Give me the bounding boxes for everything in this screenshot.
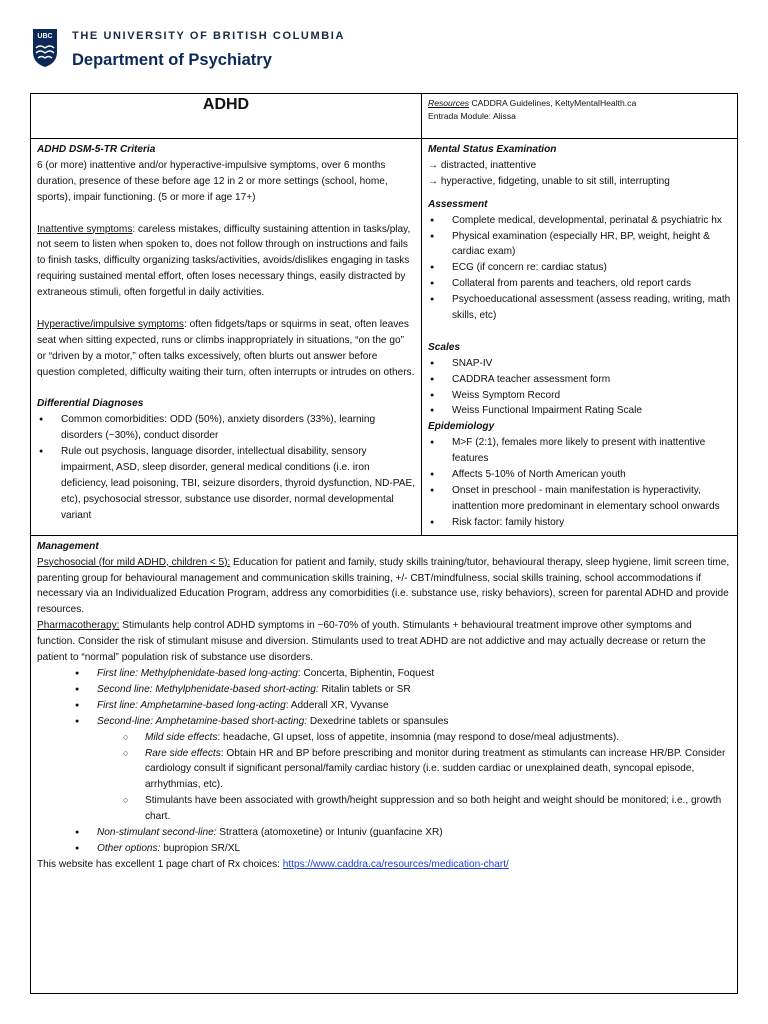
management-cell: [31, 535, 738, 993]
ubc-crest-icon: [32, 28, 58, 68]
resources-cell: [422, 94, 738, 139]
list-item: ● Affects 5-10% of North American youth: [428, 467, 731, 483]
list-item: ● Risk factor: family history: [428, 515, 731, 531]
medication-chart-link[interactable]: https://www.caddra.ca/resources/medication-chart/: [282, 858, 509, 870]
medication-line-text: : Concerta, Biphentin, Foquest: [297, 667, 435, 679]
medication-line-label: First line: Methylphenidate-based long-acting: [97, 667, 298, 679]
page-header: [32, 26, 432, 76]
list-item: ● Rule out psychosis, language disorder, intellectual disability, sensory impairment, ASD, sleep disorder, general medical conditions (i.e. iron deficiency, lead poisoning, TBI, seizure disorders, thyroid dysfunction, ND-PAE, etc), psychosocial stressor, substance use disorder, normal developmental variant: [37, 444, 415, 524]
pharmacotherapy-label: Pharmacotherapy:: [37, 620, 120, 632]
assessment-list: [428, 213, 731, 324]
website-paragraph: [37, 857, 731, 873]
resources-text: CADDRA Guidelines, KeltyMentalHealth.ca: [469, 98, 637, 108]
mse-line: → hyperactive, fidgeting, unable to sit still, interrupting: [428, 175, 670, 187]
list-item: ● CADDRA teacher assessment form: [428, 372, 731, 388]
list-item: ● Weiss Symptom Record: [428, 388, 731, 404]
website-text: This website has excellent 1 page chart of Rx choices:: [37, 858, 283, 870]
psychosocial-text: Education for patient and family, study skills training/tutor, behavioural therapy, sleep hygiene, limit screen time, parenting group for behavioural management and communication skills training, +/- CBT/mindfulness, social skills training, school accommodations if necessary via an Individualized Education Program, address any comorbidities (i.e. substance use, risky behaviors), screen for parental ADHD and provide resources.: [37, 556, 730, 616]
medication-line-text: : Adderall XR, Vyvanse: [285, 699, 389, 711]
left-column: [31, 139, 422, 536]
assessment-heading: Assessment: [428, 198, 488, 210]
differential-heading: Differential Diagnoses: [37, 398, 144, 410]
list-item: ● Onset in preschool - main manifestation is hyperactivity, inattention more predominant in elementary school onwards: [428, 483, 731, 515]
list-item: [73, 841, 731, 857]
side-effect-text: Stimulants have been associated with growth/height suppression and so both height and weight should be monitored; i.e., growth chart.: [145, 795, 722, 823]
hyperactive-label: Hyperactive/impulsive symptoms: [37, 318, 184, 330]
list-item: ● Psychoeducational assessment (assess reading, writing, math skills, etc): [428, 292, 731, 324]
psychosocial-label: Psychosocial (for mild ADHD, children < 5):: [37, 556, 231, 568]
list-item: [73, 682, 731, 698]
list-item: ● Common comorbidities: ODD (50%), anxiety disorders (33%), learning disorders (~30%), conduct disorder: [37, 412, 415, 444]
content-row: [31, 139, 738, 536]
psychosocial-paragraph: [37, 555, 731, 619]
resources-line: [428, 97, 731, 110]
adhd-summary-table: [30, 93, 738, 994]
list-item: [121, 793, 731, 825]
medication-line-text: Dexedrine tablets or spansules: [307, 715, 449, 727]
list-item: ● SNAP-IV: [428, 356, 731, 372]
page-title: ADHD: [202, 96, 250, 113]
right-column: [422, 139, 738, 536]
department-name: Department of Psychiatry: [72, 51, 272, 69]
scales-list: [428, 356, 731, 420]
title-cell: [31, 94, 422, 139]
list-item: ● ECG (if concern re: cardiac status): [428, 260, 731, 276]
list-item: [73, 714, 731, 825]
side-effect-text: : Obtain HR and BP before prescribing and monitor during treatment as stimulants can increase HR/BP. Consider cardiology consult if significant personal/family cardiac history (i.e. sudden cardiac or unexplained death, syncopal episode, arrhythmias, etc).: [145, 747, 726, 791]
pharmacotherapy-text: Stimulants help control ADHD symptoms in ~60-70% of youth. Stimulants + behavioural treatment improve other symptoms and function. Consider the risk of stimulant misuse and diversion. Stimulants used to treat ADHD are not addictive and may actually decrease or return the patient to “normal” population risk of substance use disorders.: [37, 620, 706, 664]
inattentive-text: : careless mistakes, difficulty sustaining attention in tasks/play, not seem to listen when spoken to, does not follow through on instructions and fails to finish tasks, difficulty organizing tasks/activities, avoids/dislikes engaging in tasks requiring sustained mental effort, often loses necessary things, easily distracted by extraneous stimuli, often forgetful in daily activities.: [37, 223, 411, 299]
list-item: [121, 746, 731, 794]
mse-line: → distracted, inattentive: [428, 159, 537, 171]
resources-label: Resources: [428, 98, 470, 108]
list-item: ● Collateral from parents and teachers, old report cards: [428, 276, 731, 292]
university-name: THE UNIVERSITY OF BRITISH COLUMBIA: [72, 30, 345, 42]
inattentive-label: Inattentive symptoms: [37, 223, 133, 235]
list-item: [73, 698, 731, 714]
inattentive-paragraph: [37, 222, 415, 302]
hyperactive-text: : often fidgets/taps or squirms in seat, often leaves seat when sitting expected, runs or climbs inappropriately in situations, “on the go” or “driven by a motor,” often talks excessively, often blurts out answer before question completed, difficulty waiting their turn, often interrupts or intrudes on others.: [37, 318, 415, 378]
criteria-text: 6 (or more) inattentive and/or hyperactive-impulsive symptoms, over 6 months duration, presence of these before age 12 in 2 or more settings (school, home, sports), impair functioning. (5 or more if age 17+): [37, 159, 388, 203]
side-effects-list: [97, 730, 731, 825]
module-line: Entrada Module: Alissa: [428, 110, 516, 121]
logo-text: UBC: [37, 33, 53, 40]
management-heading: Management: [37, 540, 99, 552]
title-row: [31, 94, 738, 139]
medication-line-label: First line: Amphetamine-based long-acting: [97, 699, 286, 711]
medication-line-label: Non-stimulant second-line:: [97, 827, 217, 839]
list-item: [121, 730, 731, 746]
scales-heading: Scales: [428, 341, 460, 353]
management-row: [31, 535, 738, 993]
hyperactive-paragraph: [37, 317, 415, 381]
list-item: [73, 666, 731, 682]
epidemiology-list: [428, 435, 731, 530]
medication-line-label: Other options:: [97, 842, 161, 854]
medication-line-text: Ritalin tablets or SR: [318, 683, 411, 695]
mse-heading: Mental Status Examination: [428, 144, 557, 155]
criteria-heading: ADHD DSM-5-TR Criteria: [37, 144, 156, 155]
pharmacotherapy-paragraph: [37, 618, 731, 666]
medication-line-label: Second-line: Amphetamine-based short-acting:: [97, 715, 308, 727]
list-item: ● M>F (2:1), females more likely to present with inattentive features: [428, 435, 731, 467]
medication-line-text: bupropion SR/XL: [160, 842, 241, 854]
side-effect-text: : headache, GI upset, loss of appetite, insomnia (may respond to dose/meal adjustments).: [217, 731, 620, 743]
medication-line-text: Strattera (atomoxetine) or Intuniv (guanfacine XR): [216, 827, 443, 839]
list-item: ● Physical examination (especially HR, BP, weight, height & cardiac exam): [428, 229, 731, 261]
epidemiology-heading: Epidemiology: [428, 421, 495, 433]
list-item: ● Complete medical, developmental, perinatal & psychiatric hx: [428, 213, 731, 229]
list-item: ● Weiss Functional Impairment Rating Scale: [428, 403, 731, 419]
medication-list: [37, 666, 731, 857]
list-item: [73, 825, 731, 841]
medication-line-label: Second line: Methylphenidate-based short-acting:: [97, 683, 319, 695]
side-effect-label: Mild side effects: [145, 731, 218, 743]
side-effect-label: Rare side effects: [145, 747, 221, 759]
differential-list: [37, 412, 415, 523]
